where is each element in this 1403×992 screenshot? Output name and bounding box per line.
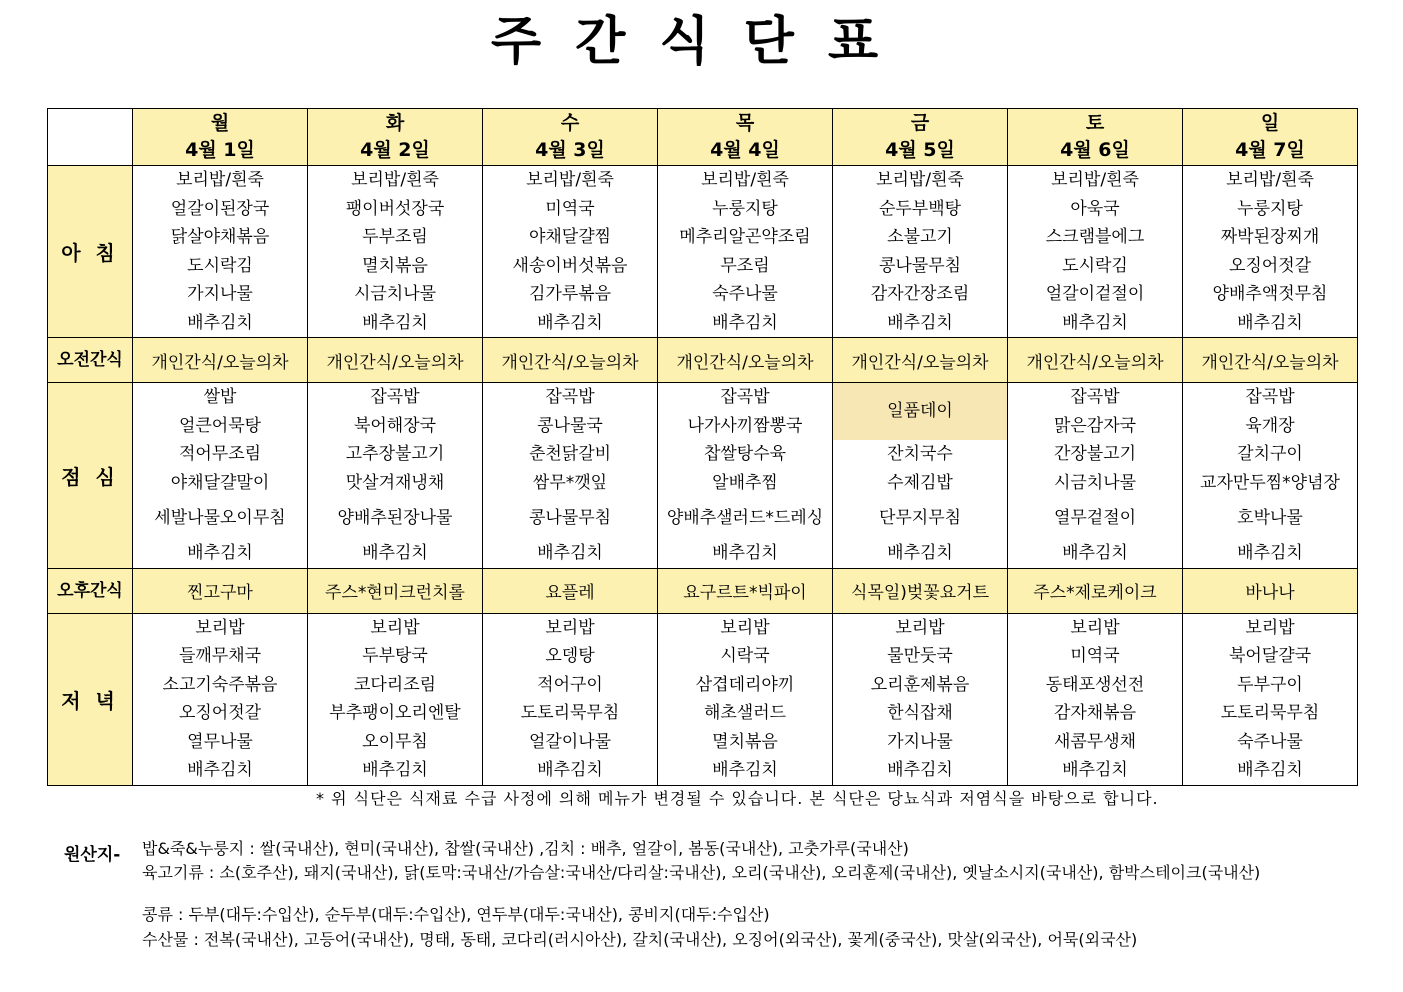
menu-item: 콩나물무침 <box>528 508 612 528</box>
menu-item: 배추김치 <box>712 312 778 333</box>
weekly-menu-table <box>47 108 1358 786</box>
menu-item: 배추김치 <box>712 760 778 780</box>
menu-item: 열무겉절이 <box>1053 508 1137 528</box>
menu-item-list <box>658 166 832 337</box>
lunch-row <box>48 383 1358 569</box>
breakfast-row <box>48 166 1358 338</box>
day-header-sat <box>1008 109 1183 166</box>
menu-item: 팽이버섯장국 <box>345 198 445 219</box>
menu-item: 콩나물무침 <box>878 255 962 276</box>
menu-item: 도시락김 <box>187 255 253 276</box>
menu-item: 닭살야채볶음 <box>170 227 270 247</box>
menu-item: 보리밥/흰죽 <box>701 170 789 190</box>
menu-item: 누룽지탕 <box>1237 198 1303 219</box>
menu-item-list <box>1183 383 1357 568</box>
origin-label: 원산지- <box>64 845 121 865</box>
menu-item: 배추김치 <box>1237 312 1303 333</box>
menu-item-list <box>833 614 1007 785</box>
menu-item: 얼갈이된장국 <box>170 198 270 219</box>
menu-item: 야채달걀말이 <box>170 472 270 493</box>
menu-item: 해초샐러드 <box>703 703 787 723</box>
dinner-label: 저 녁 <box>48 613 133 785</box>
menu-item-list <box>483 166 657 337</box>
menu-item: 들깨무채국 <box>178 646 262 666</box>
menu-item: 배추김치 <box>1237 760 1303 780</box>
corner-cell <box>48 109 133 166</box>
menu-item: 보리밥/흰죽 <box>351 170 439 190</box>
lunch-cell-tue <box>308 383 483 569</box>
disclaimer-note: * 위 식단은 식재료 수급 사정에 의해 메뉴가 변경될 수 있습니다. 본 식단은 당뇨식과 저염식을 바탕으로 합니다. <box>316 789 1159 808</box>
origin-line-bean: 콩류 : 두부(대두:수입산), 순두부(대두:수입산), 연두부(대두:국내산), 콩비지(대두:수입산) <box>142 905 770 924</box>
menu-item: 보리밥 <box>195 617 245 638</box>
menu-item: 숙주나물 <box>1237 731 1303 752</box>
menu-item: 배추김치 <box>537 543 603 563</box>
menu-item: 교자만두찜*양념장 <box>1200 472 1340 493</box>
am-snack-cell: 개인간식/오늘의차 <box>133 338 308 383</box>
menu-item-list <box>658 383 832 568</box>
breakfast-cell-sat <box>1008 166 1183 338</box>
menu-item: 북어달걀국 <box>1228 646 1312 666</box>
menu-item: 맛살겨재냉채 <box>345 472 445 493</box>
breakfast-cell-fri <box>833 166 1008 338</box>
am-snack-label: 오전간식 <box>48 338 133 383</box>
menu-item: 숙주나물 <box>712 284 778 304</box>
menu-item: 열무나물 <box>187 731 253 752</box>
menu-item: 두부구이 <box>1237 674 1303 695</box>
am-snack-cell: 개인간식/오늘의차 <box>658 338 833 383</box>
breakfast-cell-wed <box>483 166 658 338</box>
day-name: 목 <box>735 112 755 134</box>
day-name: 토 <box>1085 112 1105 134</box>
menu-item: 갈치구이 <box>1237 444 1303 464</box>
breakfast-cell-thu <box>658 166 833 338</box>
day-header-sun <box>1183 109 1358 166</box>
menu-item: 배추김치 <box>537 312 603 333</box>
menu-item: 새송이버섯볶음 <box>512 255 628 276</box>
menu-item: 양배추샐러드*드레싱 <box>666 508 824 528</box>
menu-item: 시금치나물 <box>1053 472 1137 493</box>
menu-item: 보리밥 <box>1245 617 1295 638</box>
pm-snack-label: 오후간식 <box>48 568 133 613</box>
menu-item: 알배추찜 <box>712 472 778 493</box>
menu-item: 호박나물 <box>1237 508 1303 528</box>
breakfast-cell-tue <box>308 166 483 338</box>
dinner-row <box>48 613 1358 785</box>
menu-item: 물만둣국 <box>887 646 953 666</box>
day-header-tue <box>308 109 483 166</box>
lunch-cell-sat <box>1008 383 1183 569</box>
menu-item: 맑은감자국 <box>1053 415 1137 436</box>
breakfast-cell-mon <box>133 166 308 338</box>
dinner-cell-sat <box>1008 613 1183 785</box>
menu-item: 보리밥/흰죽 <box>1226 170 1314 190</box>
menu-item: 코다리조림 <box>353 674 437 695</box>
menu-item: 감자채볶음 <box>1053 703 1137 723</box>
day-date: 4월 1일 <box>185 139 255 161</box>
menu-item: 수제김밥 <box>887 472 953 493</box>
menu-item-list <box>133 383 307 568</box>
menu-item-list <box>1183 614 1357 785</box>
menu-item: 얼큰어묵탕 <box>178 415 262 436</box>
menu-item-list <box>833 383 1007 568</box>
day-name: 화 <box>385 112 405 134</box>
pm-snack-cell: 주스*제로케이크 <box>1008 568 1183 613</box>
menu-item: 잡곡밥 <box>1070 387 1120 407</box>
day-header-row <box>48 109 1358 166</box>
day-name: 월 <box>210 112 230 134</box>
menu-item-list <box>833 166 1007 337</box>
am-snack-cell: 개인간식/오늘의차 <box>483 338 658 383</box>
menu-item: 한식잡채 <box>887 703 953 723</box>
menu-item: 보리밥 <box>545 617 595 638</box>
day-header-wed <box>483 109 658 166</box>
menu-item: 보리밥 <box>895 617 945 638</box>
menu-item: 쌈무*깻잎 <box>532 472 608 493</box>
menu-item: 시락국 <box>720 646 770 666</box>
menu-item: 보리밥/흰죽 <box>876 170 964 190</box>
menu-item: 미역국 <box>545 198 595 219</box>
menu-item: 콩나물국 <box>537 415 603 436</box>
menu-item: 배추김치 <box>1062 543 1128 563</box>
day-date: 4월 2일 <box>360 139 430 161</box>
lunch-cell-fri <box>833 383 1008 569</box>
menu-item: 미역국 <box>1070 646 1120 666</box>
dinner-cell-mon <box>133 613 308 785</box>
menu-item: 오뎅탕 <box>545 646 595 666</box>
menu-item: 새콤무생채 <box>1053 731 1137 752</box>
menu-item: 배추김치 <box>1062 760 1128 780</box>
menu-item: 잔치국수 <box>887 444 953 464</box>
menu-item: 야채달걀찜 <box>528 227 612 247</box>
menu-item: 배추김치 <box>1237 543 1303 563</box>
menu-item: 쌀밥 <box>203 387 237 407</box>
menu-item: 배추김치 <box>362 543 428 563</box>
menu-item: 오징어젓갈 <box>178 703 262 723</box>
pm-snack-cell: 찐고구마 <box>133 568 308 613</box>
menu-item-list <box>1183 166 1357 337</box>
menu-item: 보리밥/흰죽 <box>176 170 264 190</box>
menu-item: 삼겹데리야끼 <box>695 674 795 695</box>
menu-item: 적어구이 <box>537 674 603 695</box>
menu-item: 배추김치 <box>362 760 428 780</box>
day-date: 4월 6일 <box>1060 139 1130 161</box>
menu-item: 도시락김 <box>1062 255 1128 276</box>
origin-line-grain: 밥&죽&누룽지 : 쌀(국내산), 현미(국내산), 찹쌀(국내산) ,김치 : 배추, 얼갈이, 봄동(국내산), 고춧가루(국내산) <box>142 839 909 858</box>
lunch-cell-mon <box>133 383 308 569</box>
menu-item: 보리밥 <box>720 617 770 638</box>
pm-snack-cell: 식목일)벚꽃요거트 <box>833 568 1008 613</box>
lunch-cell-thu <box>658 383 833 569</box>
day-header-fri <box>833 109 1008 166</box>
lunch-label: 점 심 <box>48 383 133 569</box>
day-date: 4월 4일 <box>710 139 780 161</box>
menu-item: 두부조림 <box>362 227 428 247</box>
menu-item: 잡곡밥 <box>1245 387 1295 407</box>
menu-item: 세발나물오이무침 <box>154 508 286 528</box>
pm-snack-row <box>48 568 1358 613</box>
menu-item: 김가루볶음 <box>528 284 612 304</box>
menu-item: 두부탕국 <box>362 646 428 666</box>
menu-item: 아욱국 <box>1070 198 1120 219</box>
am-snack-cell: 개인간식/오늘의차 <box>1183 338 1358 383</box>
menu-item-list <box>1008 383 1182 568</box>
menu-item: 오징어젓갈 <box>1228 255 1312 276</box>
page-title: 주간식단표 <box>490 12 913 72</box>
menu-item: 소고기숙주볶음 <box>162 674 278 695</box>
breakfast-label: 아 침 <box>48 166 133 338</box>
menu-item: 오리훈제볶음 <box>870 674 970 695</box>
menu-item-list <box>483 383 657 568</box>
menu-item-list <box>308 166 482 337</box>
menu-item: 배추김치 <box>887 760 953 780</box>
day-date: 4월 7일 <box>1235 139 1305 161</box>
menu-item: 배추김치 <box>712 543 778 563</box>
breakfast-cell-sun <box>1183 166 1358 338</box>
menu-item: 가지나물 <box>887 731 953 752</box>
menu-item: 도토리묵무침 <box>1220 703 1320 723</box>
pm-snack-cell: 요플레 <box>483 568 658 613</box>
menu-item: 배추김치 <box>187 760 253 780</box>
menu-item: 메추리알곤약조림 <box>679 227 811 247</box>
menu-item: 스크램블에그 <box>1045 227 1145 247</box>
menu-item: 보리밥 <box>370 617 420 638</box>
lunch-cell-sun <box>1183 383 1358 569</box>
menu-item: 찹쌀탕수육 <box>703 444 787 464</box>
menu-item: 적어무조림 <box>178 444 262 464</box>
menu-item: 춘천닭갈비 <box>528 444 612 464</box>
menu-item: 가지나물 <box>187 284 253 304</box>
menu-item: 잡곡밥 <box>720 387 770 407</box>
menu-item: 짜박된장찌개 <box>1220 227 1320 247</box>
dinner-cell-tue <box>308 613 483 785</box>
am-snack-cell: 개인간식/오늘의차 <box>308 338 483 383</box>
day-name: 일 <box>1260 112 1280 134</box>
day-name: 수 <box>560 112 580 134</box>
menu-item-list <box>133 614 307 785</box>
menu-item: 배추김치 <box>887 543 953 563</box>
menu-item: 잡곡밥 <box>545 387 595 407</box>
dinner-cell-wed <box>483 613 658 785</box>
menu-item: 부추팽이오리엔탈 <box>329 703 461 723</box>
menu-item: 북어해장국 <box>353 415 437 436</box>
menu-item-list <box>133 166 307 337</box>
menu-item: 누룽지탕 <box>712 198 778 219</box>
menu-item: 오이무침 <box>362 731 428 752</box>
menu-item-list <box>308 383 482 568</box>
menu-item: 일품데이 <box>833 383 1007 440</box>
pm-snack-cell: 바나나 <box>1183 568 1358 613</box>
menu-item: 잡곡밥 <box>370 387 420 407</box>
menu-item: 동태포생선전 <box>1045 674 1145 695</box>
menu-item: 보리밥 <box>1070 617 1120 638</box>
menu-item-list <box>308 614 482 785</box>
day-header-mon <box>133 109 308 166</box>
menu-item-list <box>1008 614 1182 785</box>
menu-item: 배추김치 <box>362 312 428 333</box>
day-date: 4월 5일 <box>885 139 955 161</box>
menu-item: 양배추된장나물 <box>337 508 453 528</box>
menu-item: 배추김치 <box>1062 312 1128 333</box>
menu-item: 도토리묵무침 <box>520 703 620 723</box>
menu-item-list <box>1008 166 1182 337</box>
day-header-thu <box>658 109 833 166</box>
day-name: 금 <box>910 112 930 134</box>
menu-item: 양배추액젓무침 <box>1212 284 1328 304</box>
menu-item: 순두부백탕 <box>878 198 962 219</box>
dinner-cell-sun <box>1183 613 1358 785</box>
am-snack-cell: 개인간식/오늘의차 <box>833 338 1008 383</box>
day-date: 4월 3일 <box>535 139 605 161</box>
menu-item: 배추김치 <box>187 312 253 333</box>
menu-item: 얼갈이겉절이 <box>1045 284 1145 304</box>
menu-item: 무조림 <box>720 255 770 276</box>
am-snack-cell: 개인간식/오늘의차 <box>1008 338 1183 383</box>
menu-item: 소불고기 <box>887 227 953 247</box>
menu-item-list <box>483 614 657 785</box>
menu-item: 육개장 <box>1245 415 1295 436</box>
menu-item: 고추장불고기 <box>345 444 445 464</box>
menu-item: 보리밥/흰죽 <box>1051 170 1139 190</box>
menu-item: 감자간장조림 <box>870 284 970 304</box>
menu-item: 얼갈이나물 <box>528 731 612 752</box>
menu-item: 멸치볶음 <box>712 731 778 752</box>
menu-item: 간장불고기 <box>1053 444 1137 464</box>
dinner-cell-thu <box>658 613 833 785</box>
pm-snack-cell: 요구르트*빅파이 <box>658 568 833 613</box>
lunch-cell-wed <box>483 383 658 569</box>
origin-line-seafood: 수산물 : 전복(국내산), 고등어(국내산), 명태, 동태, 코다리(러시아산), 갈치(국내산), 오징어(외국산), 꽃게(중국산), 맛살(외국산), 어묵(외국산) <box>142 930 1138 949</box>
origin-line-meat: 육고기류 : 소(호주산), 돼지(국내산), 닭(토막:국내산/가슴살:국내산/다리살:국내산), 오리(국내산), 오리훈제(국내산), 옛날소시지(국내산), 함박스테이크(국내산) <box>142 863 1261 882</box>
menu-item-list <box>658 614 832 785</box>
menu-item: 보리밥/흰죽 <box>526 170 614 190</box>
menu-item: 배추김치 <box>537 760 603 780</box>
am-snack-row <box>48 338 1358 383</box>
dinner-cell-fri <box>833 613 1008 785</box>
menu-item: 멸치볶음 <box>362 255 428 276</box>
menu-item: 배추김치 <box>887 312 953 333</box>
menu-item: 배추김치 <box>187 543 253 563</box>
menu-item: 나가사끼짬뽕국 <box>687 415 803 436</box>
menu-item: 시금치나물 <box>353 284 437 304</box>
menu-item: 단무지무침 <box>878 508 962 528</box>
pm-snack-cell: 주스*현미크런치롤 <box>308 568 483 613</box>
